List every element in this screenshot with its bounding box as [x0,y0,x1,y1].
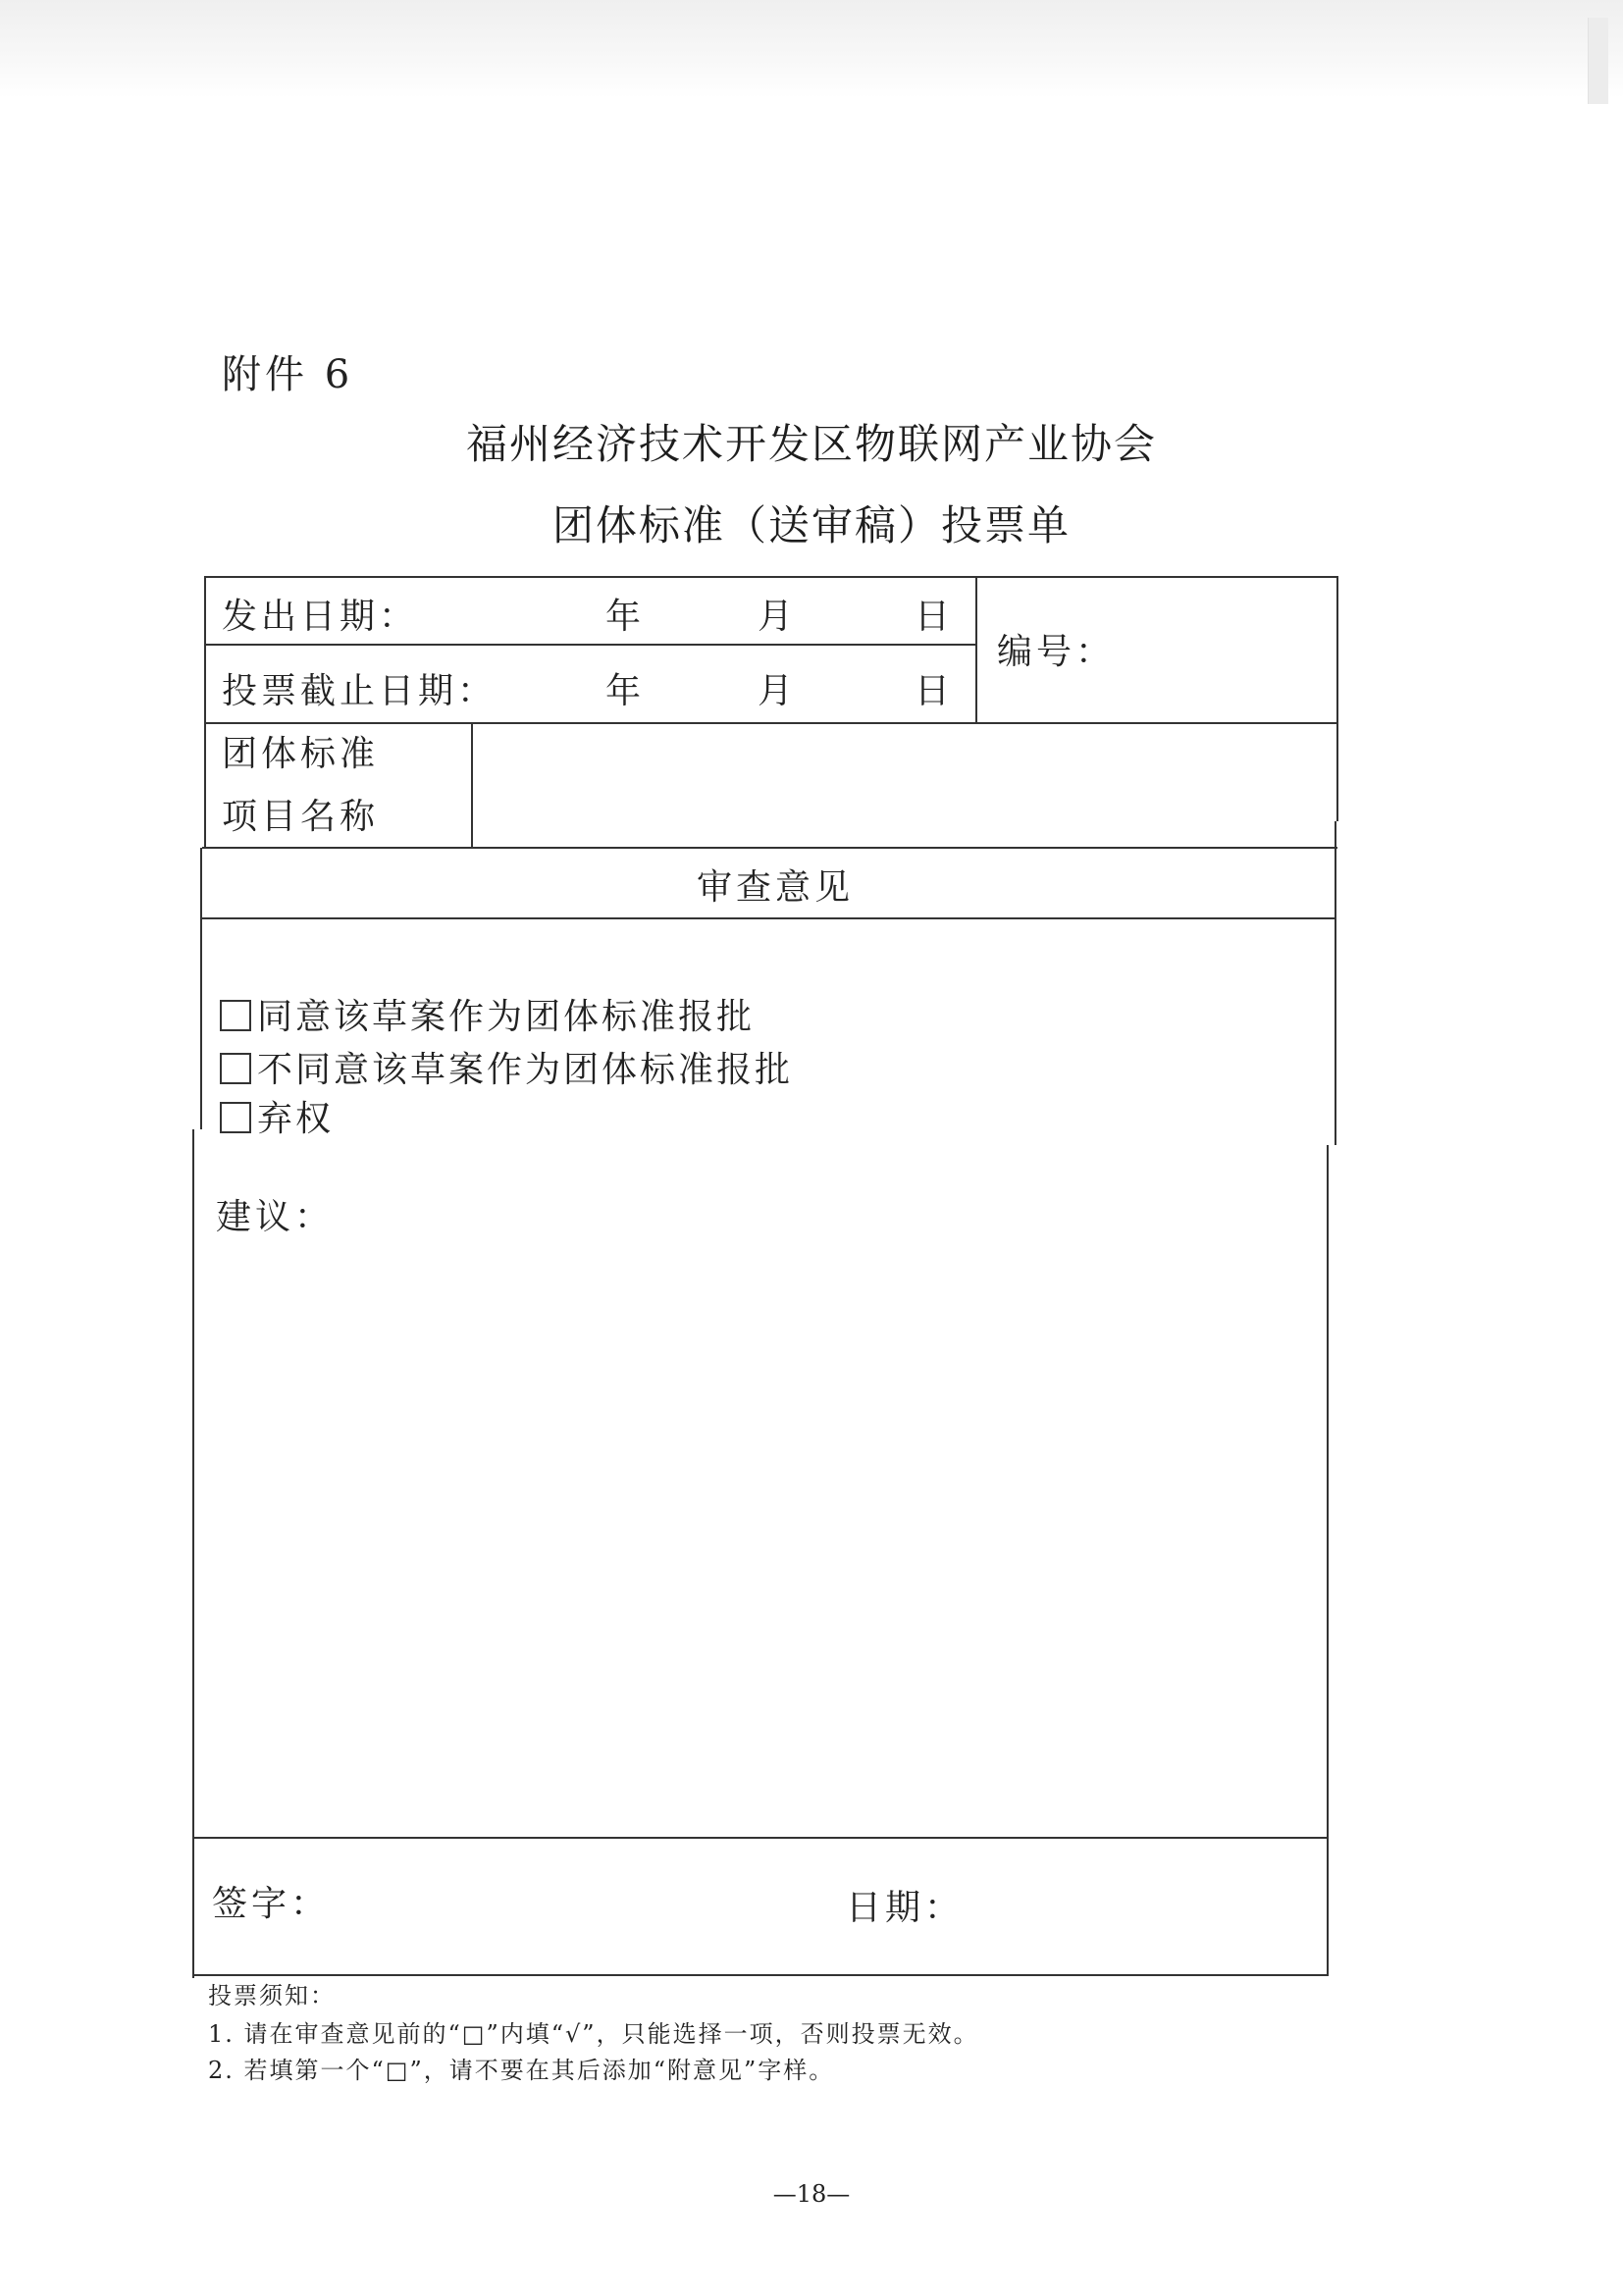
date-label: 日期： [846,1888,965,1928]
option-disagree [220,1042,793,1092]
table-divider [204,644,977,646]
notes-item-2: 2. 若填第一个“□”，请不要在其后添加“附意见”字样。 [208,2057,835,2084]
table-border-right [1336,576,1338,821]
page-number: —18— [772,2180,851,2208]
option-abstain [220,1091,334,1141]
review-header: 审查意见 [697,867,855,908]
deadline-month: 月 [758,671,798,711]
option-label: 弃权 [257,1099,335,1139]
table-border-left [204,576,206,848]
page-subtitle: 团体标准（送审稿）投票单 [551,501,1071,549]
table-border-right [1327,1145,1329,1976]
option-label: 不同意该草案作为团体标准报批 [257,1050,794,1090]
attachment-label: 附件 6 [222,352,354,397]
notes-item-1: 1. 请在审查意见前的“□”内填“√”，只能选择一项，否则投票无效。 [208,2020,979,2048]
option-checkbox[interactable] [220,1102,251,1133]
suggestion-label: 建议： [216,1197,335,1237]
deadline-year: 年 [605,671,646,711]
page-title: 福州经济技术开发区物联网产业协会 [465,420,1157,468]
table-divider [192,1837,1328,1839]
option-label: 同意该草案作为团体标准报批 [257,997,756,1037]
scan-edge [1588,18,1608,104]
table-border-right [1335,821,1336,1145]
table-border-top [204,576,1338,578]
project-label-line1: 团体标准 [222,734,380,774]
table-divider [975,576,977,723]
scan-shadow [0,0,1623,98]
option-checkbox[interactable] [220,1000,251,1031]
table-divider [204,722,1337,724]
issue-date-year: 年 [605,597,646,637]
notes-heading: 投票须知： [208,1982,336,2009]
option-checkbox[interactable] [220,1053,251,1084]
project-label-line2: 项目名称 [222,797,380,837]
deadline-label: 投票截止日期： [222,671,497,711]
issue-date-day: 日 [915,597,955,637]
table-divider [200,917,1335,919]
deadline-day: 日 [915,671,955,711]
table-border-left [192,1129,194,1978]
table-border-left [200,848,202,1129]
table-divider [471,722,473,848]
issue-date-label: 发出日期： [222,597,419,637]
number-label: 编号： [997,632,1116,672]
issue-date-month: 月 [758,597,798,637]
option-agree [220,989,755,1039]
table-border-bottom [192,1974,1329,1976]
table-divider [202,847,1337,849]
signature-label: 签字： [212,1884,331,1924]
